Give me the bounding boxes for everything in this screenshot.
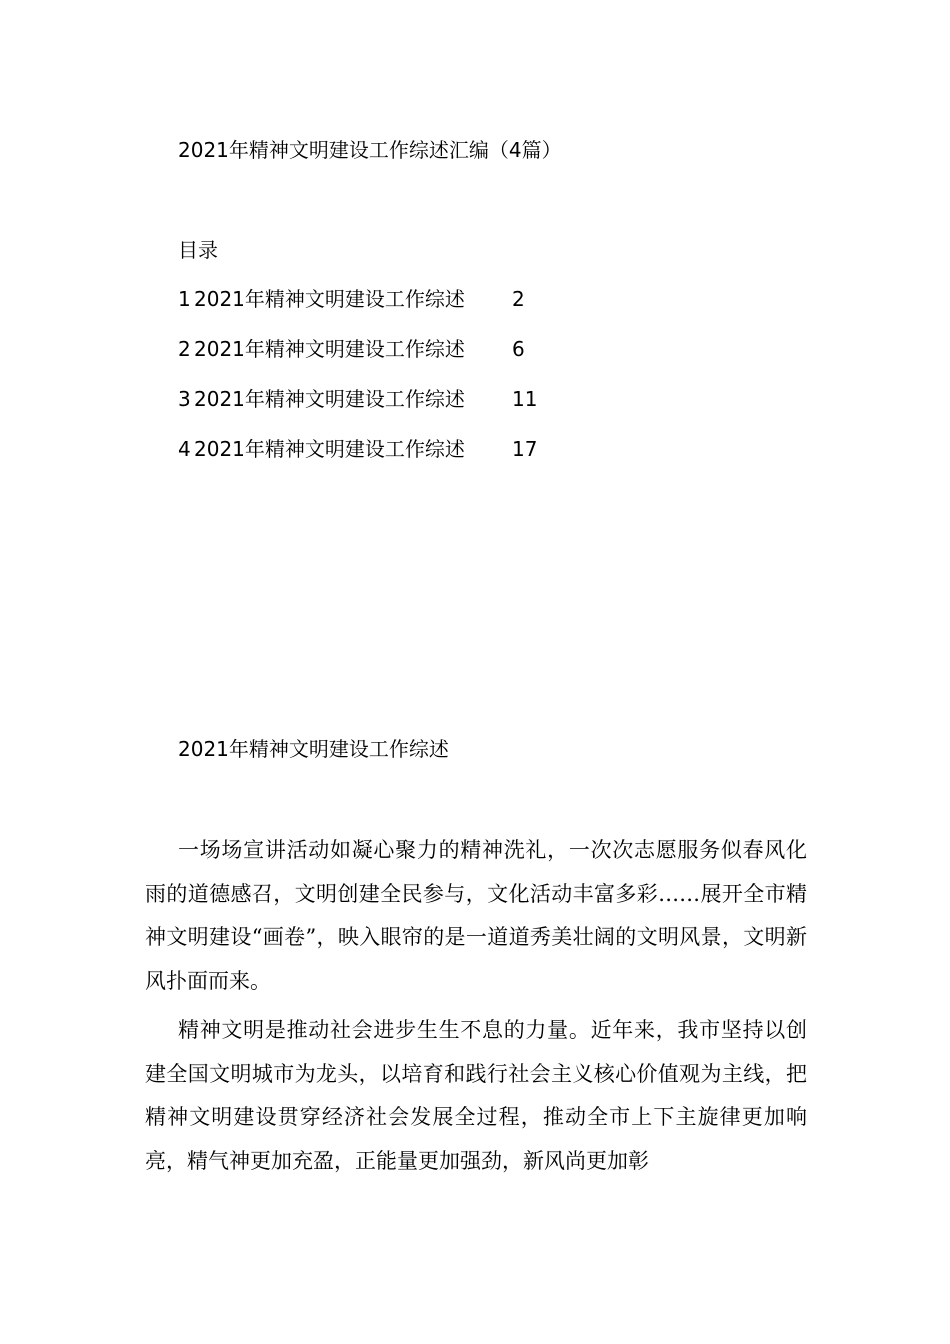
body-text bbox=[145, 829, 807, 1189]
toc-entry-number: 2 bbox=[178, 337, 191, 361]
toc-entry[interactable] bbox=[178, 385, 537, 435]
toc-entry-page: 11 bbox=[512, 387, 538, 411]
toc-entry[interactable] bbox=[178, 285, 537, 335]
toc-entry[interactable] bbox=[178, 435, 537, 485]
toc-entry[interactable] bbox=[178, 335, 537, 385]
toc-entry-title: 2021年精神文明建设工作综述 bbox=[194, 437, 465, 461]
table-of-contents bbox=[178, 285, 537, 485]
toc-entry-number: 3 bbox=[178, 387, 191, 411]
toc-heading: 目录 bbox=[178, 238, 218, 262]
toc-entry-page: 17 bbox=[512, 437, 538, 461]
toc-entry-number: 1 bbox=[178, 287, 191, 311]
toc-entry-title: 2021年精神文明建设工作综述 bbox=[194, 337, 465, 361]
body-paragraph: 一场场宣讲活动如凝心聚力的精神洗礼，一次次志愿服务似春风化雨的道德感召，文明创建全民参与，文化活动丰富多彩……展开全市精神文明建设“画卷”，映入眼帘的是一道道秀美壮阔的文明风景，文明新风扑面而来。 bbox=[145, 838, 807, 993]
document-title: 2021年精神文明建设工作综述汇编（4篇） bbox=[178, 138, 562, 162]
toc-entry-page: 2 bbox=[512, 287, 525, 311]
toc-entry-title: 2021年精神文明建设工作综述 bbox=[194, 287, 465, 311]
toc-entry-number: 4 bbox=[178, 437, 191, 461]
toc-entry-title: 2021年精神文明建设工作综述 bbox=[194, 387, 465, 411]
section-title: 2021年精神文明建设工作综述 bbox=[178, 737, 449, 761]
toc-entry-page: 6 bbox=[512, 337, 525, 361]
body-paragraph: 精神文明是推动社会进步生生不息的力量。近年来，我市坚持以创建全国文明城市为龙头，以培育和践行社会主义核心价值观为主线，把精神文明建设贯穿经济社会发展全过程，推动全市上下主旋律更加响亮，精气神更加充盈，正能量更加强劲，新风尚更加彰 bbox=[145, 1018, 807, 1173]
